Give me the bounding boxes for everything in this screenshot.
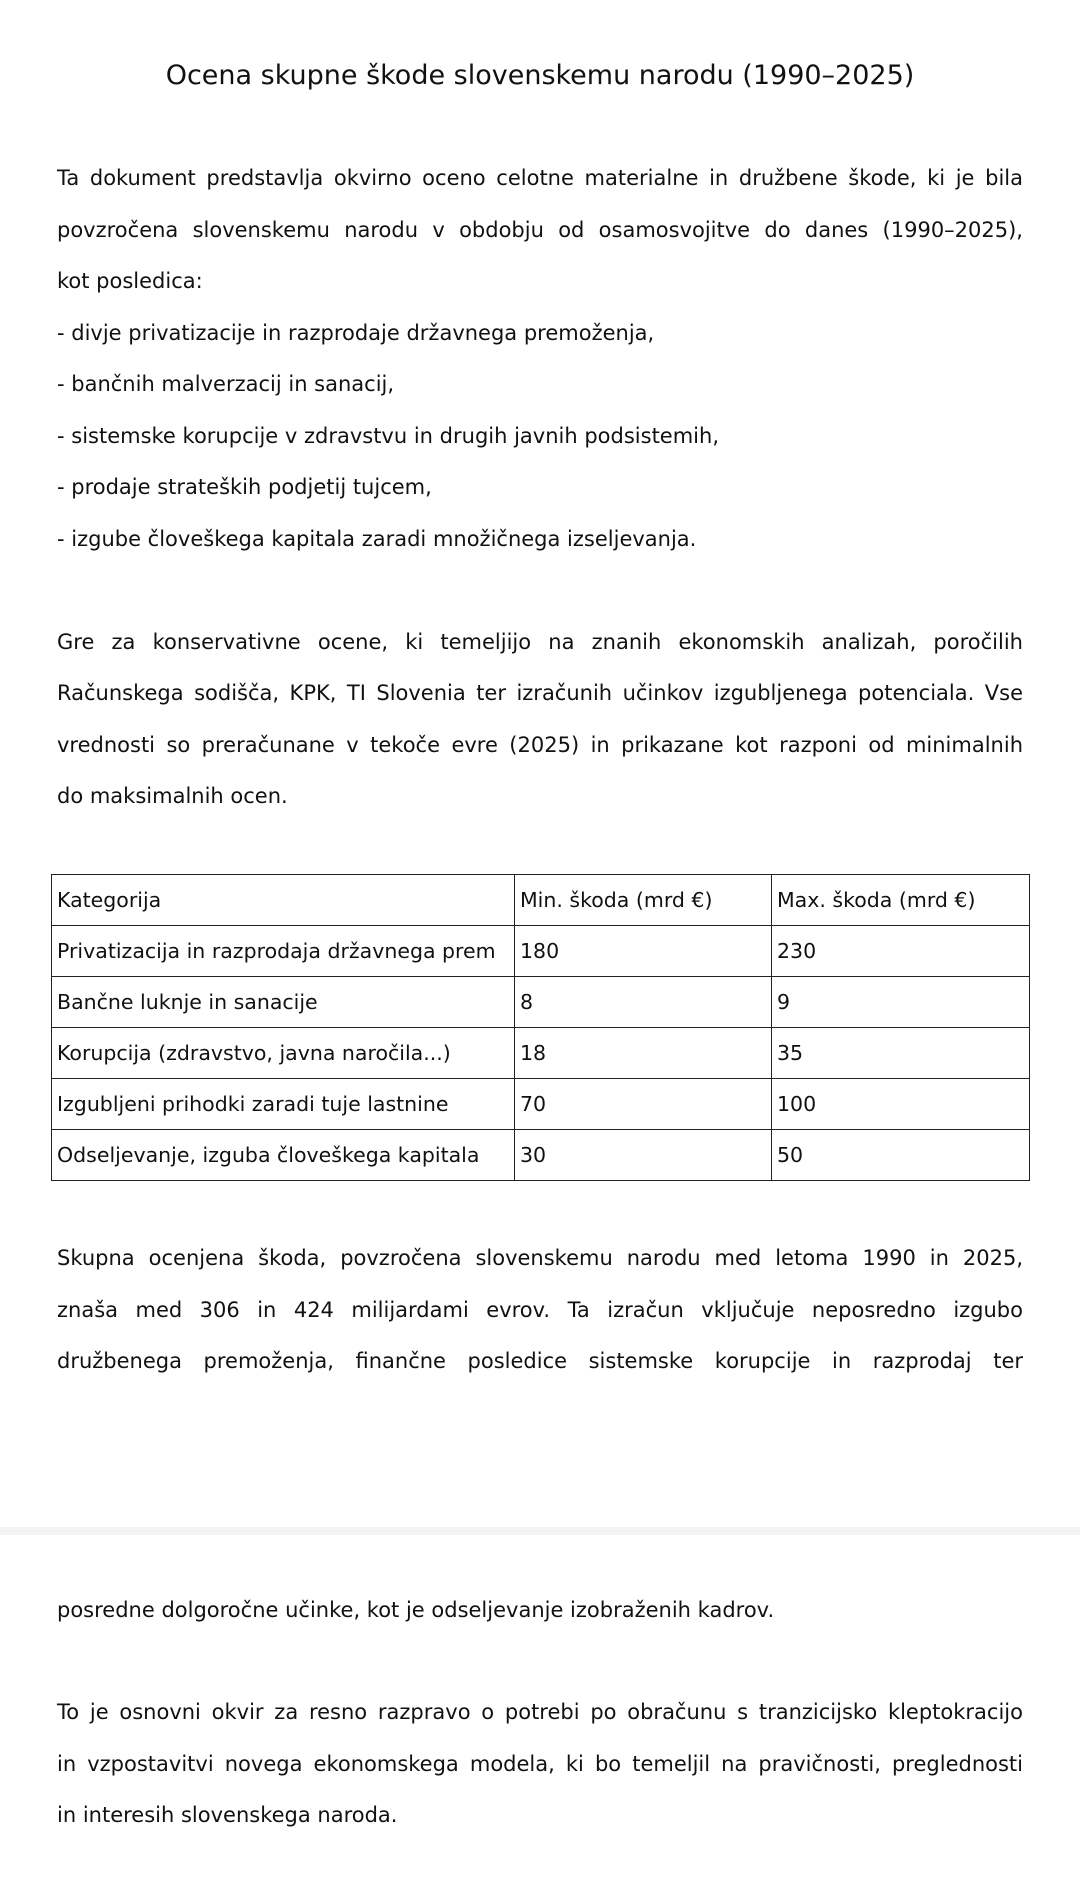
cell-max: 35 [772,1028,1030,1079]
cell-category: Korupcija (zdravstvo, javna naročila...) [52,1028,515,1079]
cell-min: 18 [515,1028,772,1079]
summary-line-2: znaša med 306 in 424 milijardami evrov. Ta izračun vključuje neposredno izgubo [57,1298,1023,1322]
table-row [52,926,1030,977]
summary-continuation: posredne dolgoročne učinke, kot je odseljevanje izobraženih kadrov. [57,1598,775,1622]
cause-item: - prodaje strateških podjetij tujcem, [57,475,432,499]
cause-item: - izgube človeškega kapitala zaradi množičnega izseljevanja. [57,527,697,551]
cause-item: - sistemske korupcije v zdravstvu in drugih javnih podsistemih, [57,424,720,448]
summary-line-1: Skupna ocenjena škoda, povzročena slovenskemu narodu med letoma 1990 in 2025, [57,1246,1023,1270]
cell-min: 70 [515,1079,772,1130]
cell-max: 9 [772,977,1030,1028]
table-row [52,1130,1030,1181]
table-row [52,1028,1030,1079]
methodology-line-3: vrednosti so preračunane v tekoče evre (2025) in prikazane kot razponi od minimalnih [57,733,1023,757]
document-page-2 [0,1535,1080,1890]
header-max-damage: Max. škoda (mrd €) [772,875,1030,926]
intro-line-2: povzročena slovenskemu narodu v obdobju od osamosvojitve do danes (1990–2025), [57,218,1023,242]
document-title: Ocena skupne škode slovenskemu narodu (1990–2025) [165,60,915,91]
conclusion-line-3: in interesih slovenskega naroda. [57,1803,398,1827]
cause-item: - bančnih malverzacij in sanacij, [57,372,395,396]
cell-min: 180 [515,926,772,977]
cell-min: 30 [515,1130,772,1181]
cell-category: Privatizacija in razprodaja državnega prem [52,926,515,977]
methodology-line-2: Računskega sodišča, KPK, TI Slovenia ter izračunih učinkov izgubljenega potenciala. Vse [57,681,1023,705]
methodology-line-1: Gre za konservativne ocene, ki temeljijo na znanih ekonomskih analizah, poročilih [57,630,1023,654]
page-break [0,1527,1080,1535]
cell-category: Odseljevanje, izguba človeškega kapitala [52,1130,515,1181]
conclusion-line-1: To je osnovni okvir za resno razpravo o potrebi po obračunu s tranzicijsko kleptokracijo [57,1700,1023,1724]
methodology-line-4: do maksimalnih ocen. [57,784,288,808]
summary-line-3: družbenega premoženja, finančne posledice sistemske korupcije in razprodaj ter [57,1349,1023,1373]
cell-category: Izgubljeni prihodki zaradi tuje lastnine [52,1079,515,1130]
table-row [52,1079,1030,1130]
header-category: Kategorija [52,875,515,926]
header-min-damage: Min. škoda (mrd €) [515,875,772,926]
cell-min: 8 [515,977,772,1028]
cell-max: 230 [772,926,1030,977]
cell-max: 50 [772,1130,1030,1181]
cause-item: - divje privatizacije in razprodaje državnega premoženja, [57,321,655,345]
intro-line-1: Ta dokument predstavlja okvirno oceno celotne materialne in družbene škode, ki je bila [57,166,1023,190]
cell-category: Bančne luknje in sanacije [52,977,515,1028]
intro-line-3: kot posledica: [57,269,203,293]
table-row [52,977,1030,1028]
cell-max: 100 [772,1079,1030,1130]
table-header-row [52,875,1030,926]
conclusion-line-2: in vzpostavitvi novega ekonomskega modela, ki bo temeljil na pravičnosti, preglednosti [57,1752,1023,1776]
damage-table [51,874,1030,1181]
